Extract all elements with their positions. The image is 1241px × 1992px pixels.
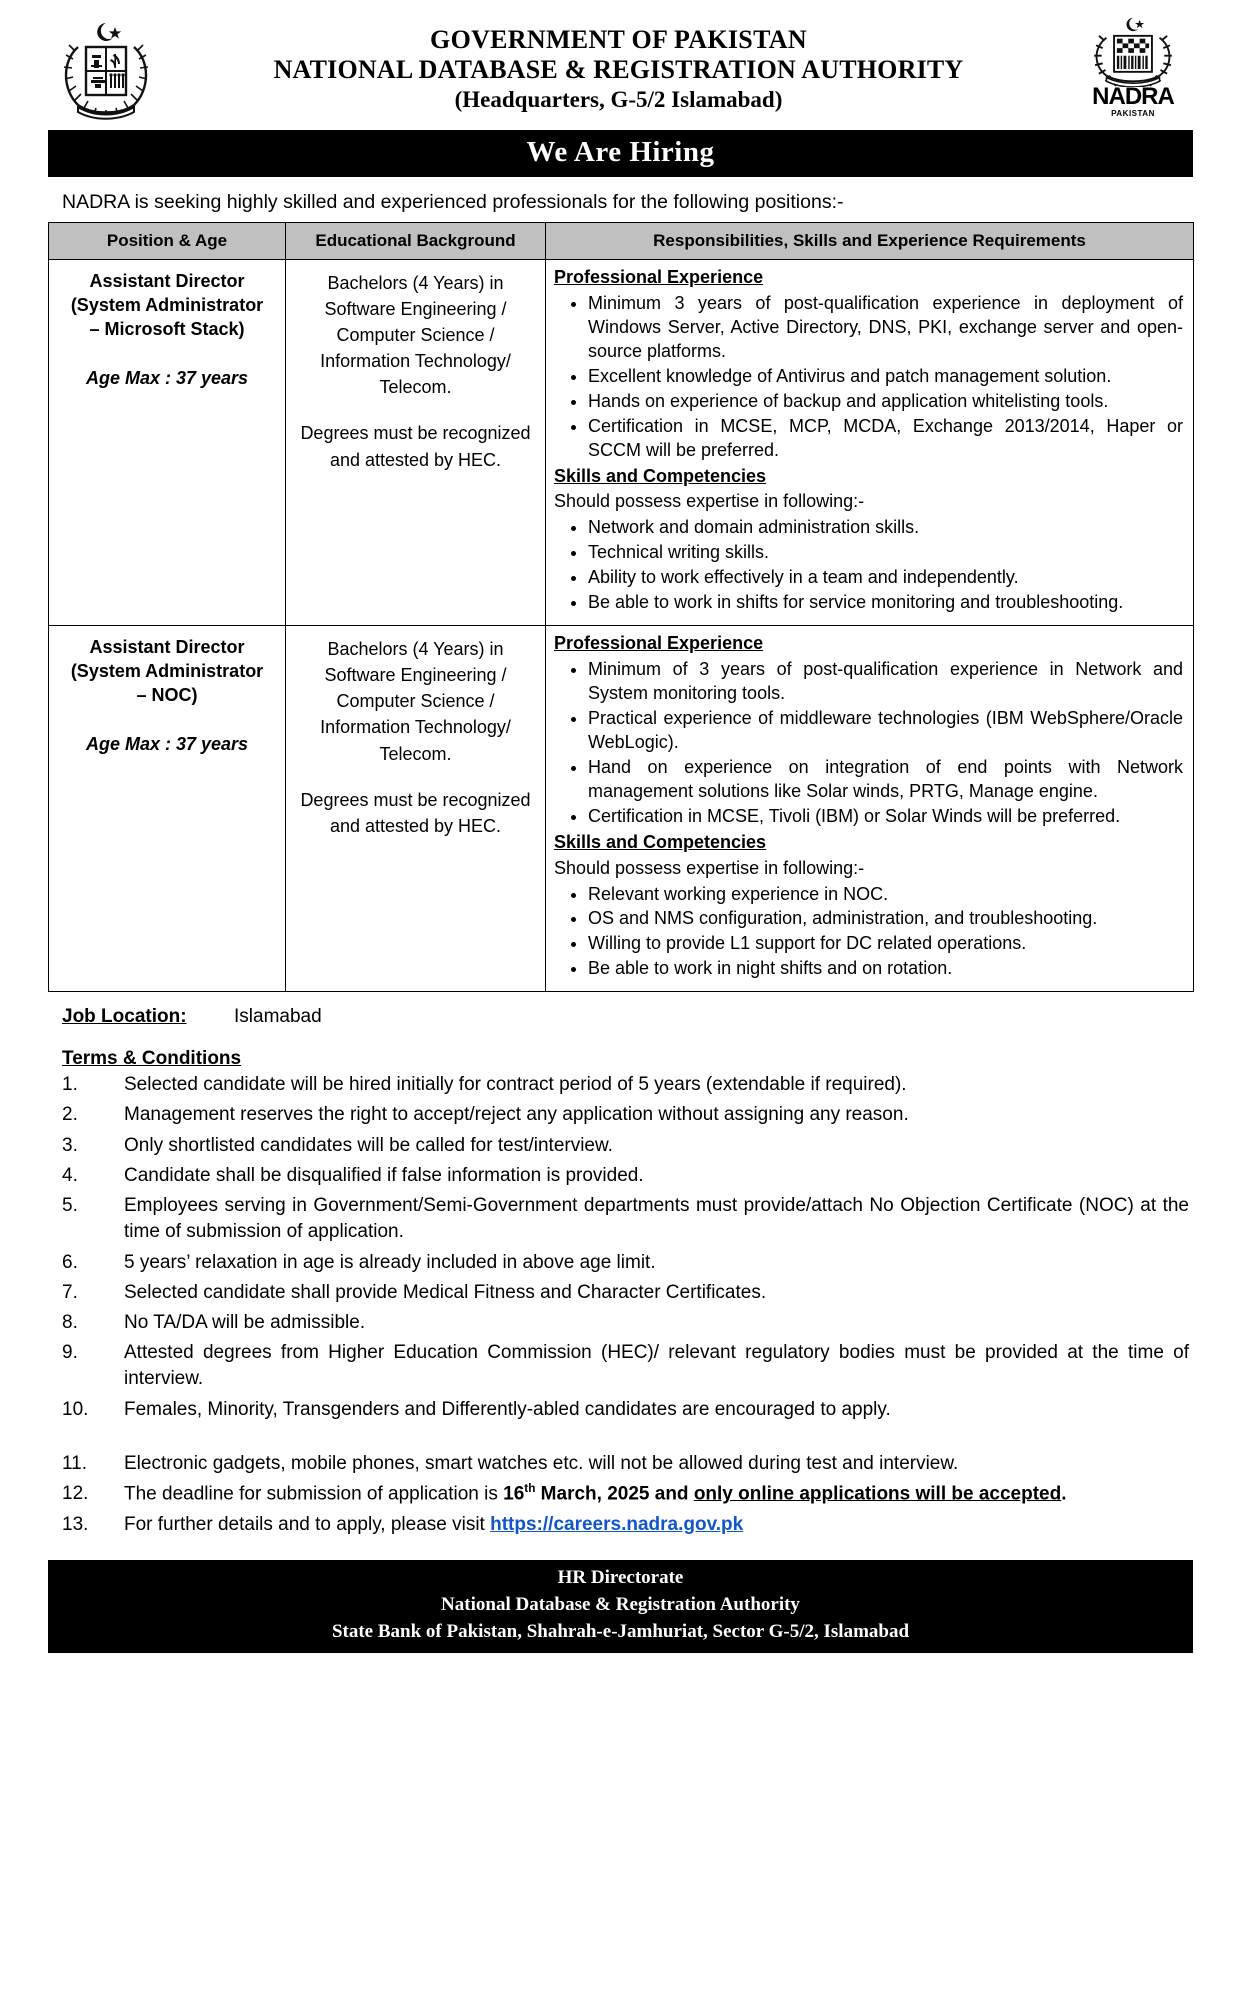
apply-prefix: For further details and to apply, please visit bbox=[124, 1513, 491, 1535]
nadra-country-label: PAKISTAN bbox=[1111, 109, 1155, 118]
education-degree: Bachelors (4 Years) in Software Engineering / Computer Science / Information Technology/ Telecom. bbox=[320, 273, 511, 398]
education-cell bbox=[286, 260, 546, 626]
job-location-value: Islamabad bbox=[234, 1006, 322, 1028]
list-item: • Network and domain administration skills. bbox=[588, 516, 1183, 540]
term-number: 13. bbox=[62, 1513, 89, 1535]
term-text: Candidate shall be disqualified if false information is provided. bbox=[124, 1164, 644, 1186]
authority-title: NATIONAL DATABASE & REGISTRATION AUTHORITY bbox=[273, 55, 964, 85]
list-item: • Certification in MCSE, MCP, MCDA, Exchange 2013/2014, Haper or SCCM will be preferred. bbox=[588, 415, 1183, 463]
term-text: No TA/DA will be admissible. bbox=[124, 1312, 366, 1333]
term-text: Selected candidate shall provide Medical Fitness and Character Certificates. bbox=[124, 1281, 767, 1303]
footer-address: State Bank of Pakistan, Shahrah-e-Jamhuriat, Sector G-5/2, Islamabad bbox=[331, 1620, 910, 1642]
list-item: • Minimum 3 years of post-qualification experience in deployment of Windows Server, Active Directory, DNS, PKI, exchange server and open-source platforms. bbox=[588, 292, 1183, 364]
job-location bbox=[62, 1006, 1193, 1028]
list-item: • Ability to work effectively in a team and independently. bbox=[588, 566, 1183, 590]
skills-intro: Should possess expertise in following:- bbox=[554, 857, 865, 878]
term-number: 5. bbox=[62, 1195, 78, 1217]
term-text bbox=[124, 1512, 1193, 1538]
list-item: • Minimum of 3 years of post-qualification experience in Network and System monitoring tools. bbox=[588, 658, 1183, 706]
organization-titles bbox=[164, 25, 1073, 113]
careers-portal-link[interactable]: https://careers.nadra.gov.pk bbox=[490, 1513, 744, 1535]
term-item bbox=[62, 1451, 1193, 1477]
positions-table bbox=[48, 222, 1194, 992]
pakistan-state-emblem-icon bbox=[48, 17, 164, 121]
term-item bbox=[62, 1397, 1193, 1423]
term-text: Females, Minority, Transgenders and Differently-abled candidates are encouraged to apply. bbox=[124, 1398, 891, 1420]
term-item bbox=[62, 1280, 1193, 1306]
table-header-row bbox=[49, 223, 1194, 260]
terms-heading: Terms & Conditions bbox=[62, 1048, 242, 1070]
responsibilities-cell bbox=[546, 260, 1194, 626]
education-attestation: Degrees must be recognized and attested by HEC. bbox=[300, 789, 531, 836]
deadline-day-suffix: th bbox=[524, 1482, 536, 1496]
masthead bbox=[48, 0, 1193, 120]
age-limit: Age Max : 37 years bbox=[85, 368, 249, 389]
we-are-hiring-banner: We Are Hiring bbox=[48, 130, 1193, 177]
footer-contact-block bbox=[48, 1560, 1193, 1653]
list-item: • Be able to work in night shifts and on rotation. bbox=[588, 957, 1183, 981]
list-item: • Excellent knowledge of Antivirus and patch management solution. bbox=[588, 365, 1183, 389]
term-item bbox=[62, 1250, 1193, 1276]
nadra-logo bbox=[1073, 15, 1193, 123]
list-item: • Certification in MCSE, Tivoli (IBM) or Solar Winds will be preferred. bbox=[588, 805, 1183, 829]
position-cell bbox=[49, 626, 286, 992]
term-number: 8. bbox=[62, 1312, 78, 1333]
term-number: 1. bbox=[62, 1074, 78, 1096]
age-limit: Age Max : 37 years bbox=[85, 734, 249, 755]
term-item bbox=[62, 1072, 1193, 1098]
government-title: GOVERNMENT OF PAKISTAN bbox=[430, 24, 807, 54]
term-item bbox=[62, 1310, 1193, 1336]
position-title: Assistant Director bbox=[89, 637, 245, 658]
term-number: 6. bbox=[62, 1251, 78, 1273]
deadline-emphasis: only online applications will be accepted bbox=[693, 1483, 1062, 1505]
position-subtitle-1: (System Administrator bbox=[70, 294, 264, 315]
skills-competencies-heading: Skills and Competencies bbox=[554, 465, 767, 486]
term-item bbox=[62, 1163, 1193, 1189]
position-subtitle-1: (System Administrator bbox=[70, 660, 264, 681]
term-number: 2. bbox=[62, 1104, 78, 1126]
term-number: 9. bbox=[62, 1342, 78, 1364]
term-text bbox=[124, 1481, 1193, 1508]
term-text: Selected candidate will be hired initially for contract period of 5 years (extendable if required). bbox=[124, 1074, 907, 1096]
education-cell bbox=[286, 626, 546, 992]
list-item: • Be able to work in shifts for service monitoring and troubleshooting. bbox=[588, 591, 1183, 615]
terms-spacer bbox=[62, 1427, 1193, 1447]
term-text: Management reserves the right to accept/reject any application without assigning any reason. bbox=[124, 1104, 909, 1126]
skills-list bbox=[554, 516, 1183, 615]
skills-intro: Should possess expertise in following:- bbox=[554, 491, 865, 512]
position-title: Assistant Director bbox=[89, 271, 245, 291]
column-header-responsibilities: Responsibilities, Skills and Experience Requirements bbox=[546, 223, 1194, 260]
position-cell bbox=[49, 260, 286, 626]
position-subtitle-2: – Microsoft Stack) bbox=[89, 318, 245, 339]
headquarters-subtitle: (Headquarters, G-5/2 Islamabad) bbox=[454, 87, 783, 113]
term-number: 11. bbox=[62, 1452, 88, 1474]
list-item: • Hands on experience of backup and application whitelisting tools. bbox=[588, 390, 1183, 414]
deadline-suffix: . bbox=[1061, 1483, 1067, 1505]
column-header-education: Educational Background bbox=[286, 223, 546, 260]
deadline-day: 16 bbox=[503, 1483, 525, 1505]
footer-directorate: HR Directorate bbox=[557, 1566, 684, 1588]
table-row bbox=[49, 626, 1194, 992]
term-text: 5 years’ relaxation in age is already included in above age limit. bbox=[124, 1251, 656, 1273]
term-item-deadline bbox=[62, 1481, 1193, 1508]
education-degree: Bachelors (4 Years) in Software Engineering / Computer Science / Information Technology/ Telecom. bbox=[320, 639, 511, 764]
term-text: Employees serving in Government/Semi-Government departments must provide/attach No Objection Certificate (NOC) at the time of submission of application. bbox=[124, 1195, 1189, 1243]
term-number: 4. bbox=[62, 1164, 78, 1186]
professional-experience-list bbox=[554, 658, 1183, 829]
list-item: • Relevant working experience in NOC. bbox=[588, 883, 1183, 907]
term-text: Electronic gadgets, mobile phones, smart watches etc. will not be allowed during test and interview. bbox=[124, 1452, 959, 1474]
term-item bbox=[62, 1133, 1193, 1159]
nadra-wordmark: NADRA bbox=[1092, 83, 1174, 110]
term-number: 12. bbox=[62, 1483, 89, 1505]
list-item: • Technical writing skills. bbox=[588, 541, 1183, 565]
term-number: 7. bbox=[62, 1281, 78, 1303]
job-location-label: Job Location: bbox=[62, 1006, 187, 1028]
term-item bbox=[62, 1340, 1193, 1392]
deadline-date-rest: March, 2025 and bbox=[535, 1483, 694, 1505]
position-subtitle-2: – NOC) bbox=[136, 684, 198, 705]
responsibilities-cell bbox=[546, 626, 1194, 992]
list-item: • Hand on experience on integration of end points with Network management solutions like Solar winds, PRTG, Manage engine. bbox=[588, 756, 1183, 804]
terms-list bbox=[62, 1072, 1193, 1538]
term-text: Attested degrees from Higher Education Commission (HEC)/ relevant regulatory bodies must be provided at the time of interview. bbox=[124, 1342, 1189, 1390]
professional-experience-list bbox=[554, 292, 1183, 463]
intro-text: NADRA is seeking highly skilled and experienced professionals for the following positions:- bbox=[62, 191, 844, 213]
term-item bbox=[62, 1102, 1193, 1128]
column-header-position-age: Position & Age bbox=[49, 223, 286, 260]
deadline-prefix: The deadline for submission of application is bbox=[124, 1483, 504, 1505]
list-item: • Willing to provide L1 support for DC related operations. bbox=[588, 932, 1183, 956]
skills-competencies-heading: Skills and Competencies bbox=[554, 831, 767, 852]
professional-experience-heading: Professional Experience bbox=[554, 633, 764, 654]
skills-list bbox=[554, 883, 1183, 982]
list-item: • Practical experience of middleware technologies (IBM WebSphere/Oracle WebLogic). bbox=[588, 707, 1183, 755]
term-item-apply-link bbox=[62, 1512, 1193, 1538]
professional-experience-heading: Professional Experience bbox=[554, 267, 764, 287]
term-number: 10. bbox=[62, 1398, 89, 1420]
list-item: • OS and NMS configuration, administration, and troubleshooting. bbox=[588, 907, 1183, 931]
table-row bbox=[49, 260, 1194, 626]
footer-authority: National Database & Registration Authority bbox=[441, 1593, 800, 1615]
term-item bbox=[62, 1193, 1193, 1245]
term-number: 3. bbox=[62, 1134, 78, 1156]
term-text: Only shortlisted candidates will be called for test/interview. bbox=[124, 1134, 613, 1156]
education-attestation: Degrees must be recognized and attested by HEC. bbox=[300, 423, 531, 470]
